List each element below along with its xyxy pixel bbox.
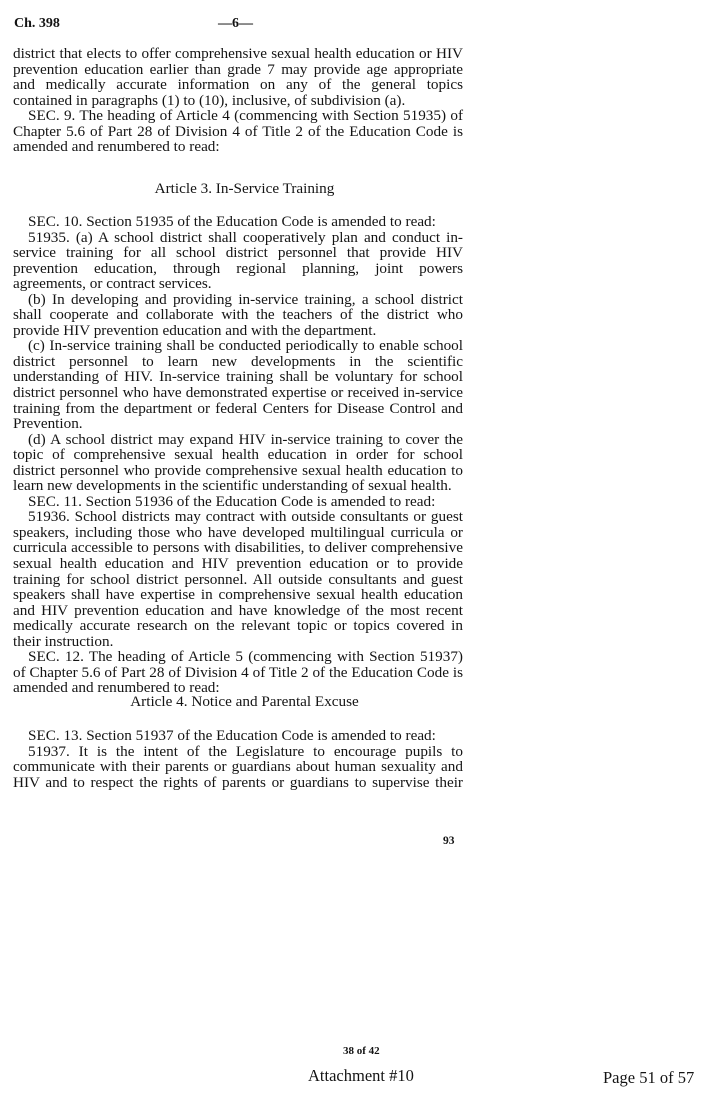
paragraph: SEC. 12. The heading of Article 5 (commencing with Section 51937) of Chapter 5.6 of Part 28 of Division 4 of Title 2 of the Education Code is amended and renumbered to read: [13, 648, 463, 697]
text-block-1 [13, 46, 463, 155]
paragraph: SEC. 13. Section 51937 of the Education Code is amended to read: [28, 727, 436, 744]
page-marker: —6— [218, 16, 253, 31]
chapter-label: Ch. 398 [14, 16, 60, 31]
article-3-heading: Article 3. In-Service Training [154, 180, 335, 197]
article-4-heading: Article 4. Notice and Parental Excuse [130, 693, 359, 710]
text-block-3 [13, 728, 463, 790]
paragraph: (b) In developing and providing in-service training, a school district shall cooperate and collaborate with the teachers of the district who provide HIV prevention education and with the department. [13, 290, 463, 339]
page-of-label: Page 51 of 57 [603, 1068, 695, 1087]
paragraph: 51937. It is the intent of the Legislature to encourage pupils to communicate with their parents or guardians about human sexuality and HIV and to respect the rights of parents or guardians to supervise their [13, 742, 463, 791]
stamp-page-count: 38 of 42 [343, 1045, 380, 1057]
paragraph: 51936. School districts may contract with outside consultants or guest speakers, including those who have developed multilingual curricula or curricula accessible to persons with disabilities, to deliver comprehensive sexual health education and HIV prevention education or to provide training for school district personnel. All outside consultants and guest speakers shall have expertise in comprehensive sexual health education and HIV prevention education and have knowledge of the most recent medically accurate research on the relevant topic or topics covered in their instruction. [13, 508, 463, 650]
paragraph: SEC. 10. Section 51935 of the Education Code is amended to read: [28, 213, 436, 230]
attachment-label: Attachment #10 [308, 1066, 414, 1085]
text-block-2 [13, 214, 463, 696]
paragraph: SEC. 11. Section 51936 of the Education Code is amended to read: [28, 492, 436, 510]
paragraph: (d) A school district may expand HIV in-service training to cover the topic of comprehensive sexual health education in order for school district personnel who provide comprehensive sexual health education to learn new developments in the scientific understanding of sexual health. [13, 430, 463, 495]
paragraph: SEC. 9. The heading of Article 4 (commencing with Section 51935) of Chapter 5.6 of Part 28 of Division 4 of Title 2 of the Education Code is amended and renumbered to read: [13, 107, 463, 156]
paragraph: (c) In-service training shall be conducted periodically to enable school district personnel to learn new developments in the scientific understanding of HIV. In-service training shall be voluntary for school district personnel who have demonstrated expertise or received in-service training from the department or federal Centers for Disease Control and Prevention. [13, 337, 463, 433]
paragraph: 51935. (a) A school district shall cooperatively plan and conduct in-service training for all school district personnel that provide HIV prevention education, through regional planning, joint powers agreements, or contract services. [13, 228, 463, 293]
paragraph: district that elects to offer comprehensive sexual health education or HIV prevention education earlier than grade 7 may provide age appropriate and medically accurate information on any of the general topics contained in paragraphs (1) to (10), inclusive, of subdivision (a). [13, 45, 463, 109]
page-number: 93 [443, 835, 455, 847]
